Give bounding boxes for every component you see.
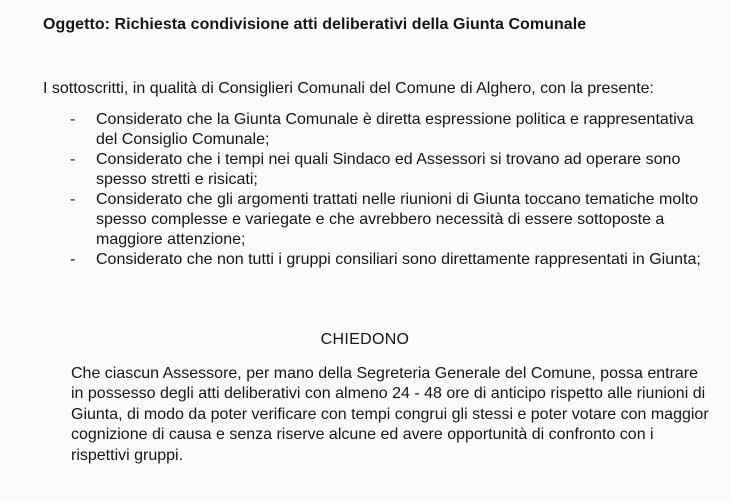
bullet-dash: -	[70, 251, 76, 268]
bullet-dash: -	[70, 151, 76, 168]
list-item-text: Considerato che gli argomenti trattati nelle riunioni di Giunta toccano tematiche molto spesso complesse e variegate e che avrebbero necessità di essere sottoposte a maggiore attenzione;	[96, 191, 699, 248]
considerations-list	[62, 110, 702, 270]
list-item-text: Considerato che i tempi nei quali Sindaco ed Assessori si trovano ad operare sono spesso stretti e risicati;	[96, 151, 681, 188]
subject-line: Oggetto: Richiesta condivisione atti deliberativi della Giunta Comunale	[43, 16, 587, 33]
list-item	[62, 110, 702, 150]
list-item	[62, 250, 702, 270]
list-item	[62, 190, 702, 250]
list-item-text: Considerato che non tutti i gruppi consiliari sono direttamente rappresentati in Giunta;	[96, 251, 701, 268]
bullet-dash: -	[70, 191, 76, 208]
list-item	[62, 150, 702, 190]
request-paragraph: Che ciascun Assessore, per mano della Segreteria Generale del Comune, possa entrare in possesso degli atti deliberativi con almeno 24 - 48 ore di anticipo rispetto alle riunioni di Giunta, di modo da poter verificare con tempi congrui gli stessi e poter votare con maggior cognizione di causa e senza riserve alcune ed avere opportunità di confronto con i rispettivi gruppi.	[71, 365, 709, 464]
bullet-dash: -	[70, 111, 76, 128]
intro-paragraph: I sottoscritti, in qualità di Consiglieri Comunali del Comune di Alghero, con la presente:	[43, 80, 654, 97]
list-item-text: Considerato che la Giunta Comunale è diretta espressione politica e rappresentativa del Consiglio Comunale;	[96, 111, 694, 148]
request-heading: CHIEDONO	[320, 331, 410, 348]
